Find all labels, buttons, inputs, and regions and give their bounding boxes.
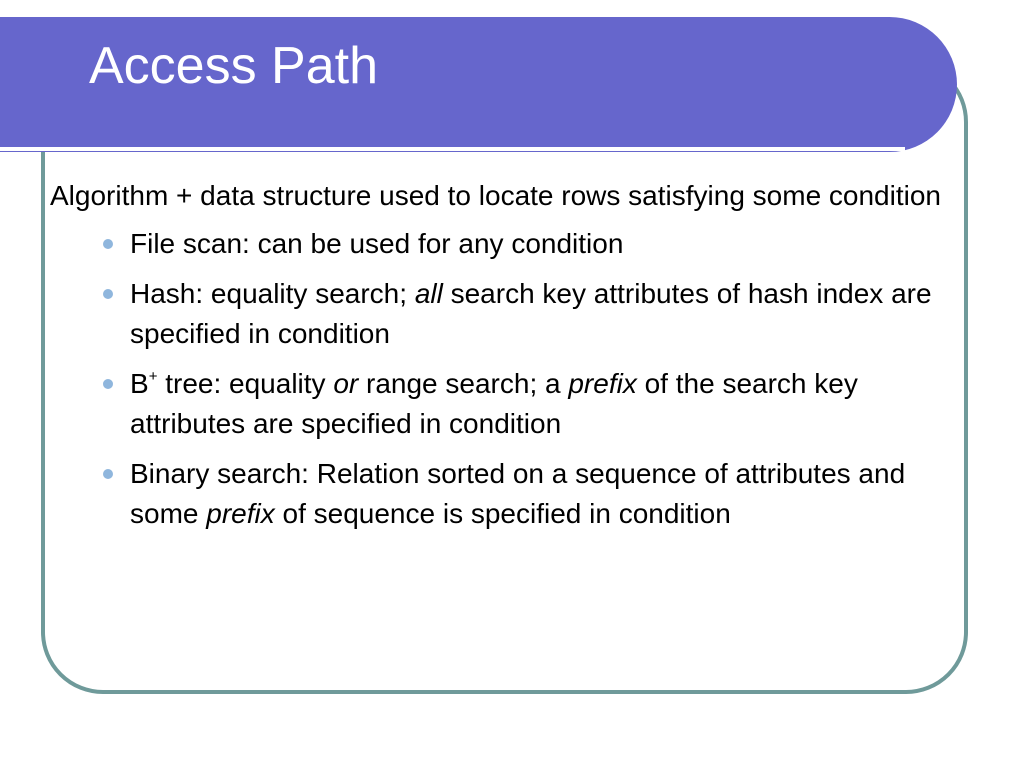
bullet-btree-text-3: of the search key attributes are specified in condition [130, 368, 858, 439]
bullet-btree-text-1: tree: equality [157, 368, 334, 399]
slide-content [50, 176, 950, 544]
bullet-file-scan [50, 224, 950, 264]
bullet-binary-prefix: prefix [206, 498, 275, 529]
bullet-binary-search [50, 454, 950, 534]
bullet-hash-text-2: search key attributes of hash index are specified in condition [130, 278, 932, 349]
bullet-dot-icon [103, 379, 113, 389]
bullet-dot-icon [103, 239, 113, 249]
bullet-dot-icon [103, 469, 113, 479]
bullet-btree-b: B [130, 368, 149, 399]
bullet-dot-icon [103, 289, 113, 299]
bullet-btree-or: or [333, 368, 359, 399]
title-underline [0, 147, 905, 151]
bullet-btree-superscript: + [148, 368, 158, 385]
bullet-btree [50, 364, 950, 444]
slide-title: Access Path [89, 37, 379, 95]
bullet-file-scan-text: File scan: can be used for any condition [130, 228, 624, 259]
bullet-btree-text-2: range search; a [358, 368, 569, 399]
bullet-binary-text-1: Binary search: Relation sorted on a sequence of attributes and some [130, 458, 906, 529]
bullet-binary-text-2: of sequence is specified in condition [274, 498, 731, 529]
intro-text: Algorithm + data structure used to locate rows satisfying some condition [50, 180, 941, 211]
bullet-btree-prefix: prefix [568, 368, 637, 399]
bullet-hash-emphasis: all [414, 278, 443, 309]
bullet-hash-text-1: Hash: equality search; [130, 278, 415, 309]
bullet-hash [50, 274, 950, 354]
bullet-list [50, 224, 950, 534]
